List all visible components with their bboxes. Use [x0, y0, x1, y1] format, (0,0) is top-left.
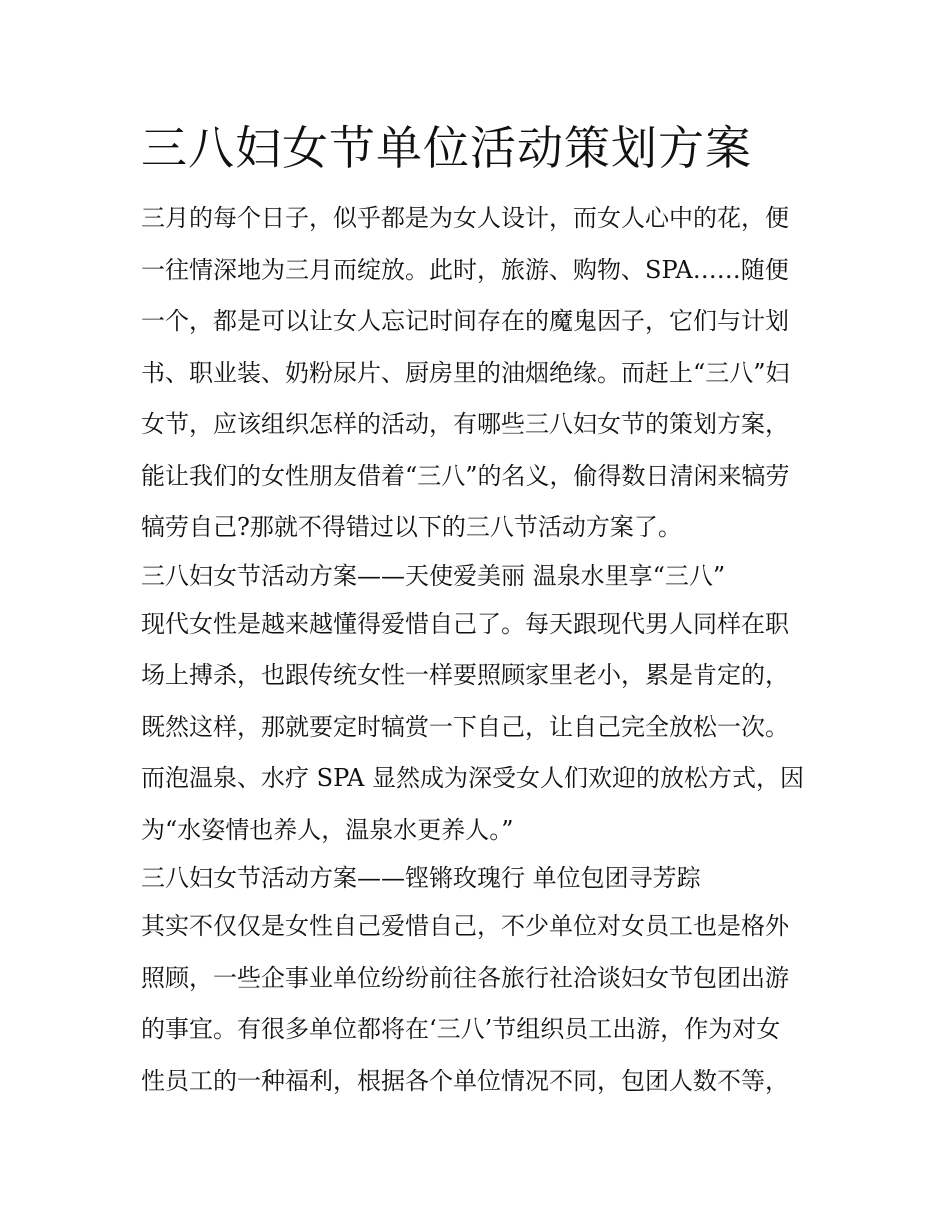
section-heading: 三八妇女节活动方案——铿锵玫瑰行 单位包团寻芳踪 [141, 864, 701, 892]
paragraph-line: 场上搏杀，也跟传统女性一样要照顾家里老小，累是肯定的， [141, 661, 789, 689]
paragraph-line: 而泡温泉、水疗 SPA 显然成为深受女人们欢迎的放松方式，因 [141, 764, 804, 792]
paragraph-line: 照顾，一些企事业单位纷纷前往各旅行社洽谈妇女节包团出游 [141, 963, 789, 992]
paragraph-line: 能让我们的女性朋友借着“三八”的名义，偷得数日清闲来犒劳 [141, 461, 790, 490]
document-body [141, 193, 813, 1107]
paragraph-line: 一往情深地为三月而绽放。此时，旅游、购物、SPA……随便 [141, 255, 789, 284]
paragraph-line: 的事宜。有很多单位都将在‘三八’节组织员工出游，作为对女 [141, 1015, 781, 1043]
document-content [141, 118, 813, 1107]
paragraph-line: 一个，都是可以让女人忘记时间存在的魔鬼因子，它们与计划 [141, 307, 789, 335]
paragraph-line: 既然这样，那就要定时犒赏一下自己，让自己完全放松一次。 [141, 712, 789, 741]
paragraph-line: 女节，应该组织怎样的活动，有哪些三八妇女节的策划方案， [141, 410, 789, 438]
document-title: 三八妇女节单位活动策划方案 [141, 121, 752, 175]
paragraph-line: 为“水姿情也养人，温泉水更养人。” [141, 815, 514, 844]
paragraph-line: 犒劳自己?那就不得错过以下的三八节活动方案了。 [141, 513, 682, 541]
paragraph-line: 现代女性是越来越懂得爱惜自己了。每天跟现代男人同样在职 [141, 609, 789, 638]
paragraph-line: 其实不仅仅是女性自己爱惜自己，不少单位对女员工也是格外 [141, 912, 789, 940]
section-heading: 三八妇女节活动方案——天使爱美丽 温泉水里享“三八” [141, 561, 726, 590]
paragraph-line: 三月的每个日子，似乎都是为女人设计，而女人心中的花，便 [141, 204, 789, 232]
paragraph-line: 书、职业装、奶粉尿片、厨房里的油烟绝缘。而赶上“三八”妇 [141, 358, 790, 387]
paragraph-line: 性员工的一种福利，根据各个单位情况不同，包团人数不等， [141, 1066, 789, 1095]
